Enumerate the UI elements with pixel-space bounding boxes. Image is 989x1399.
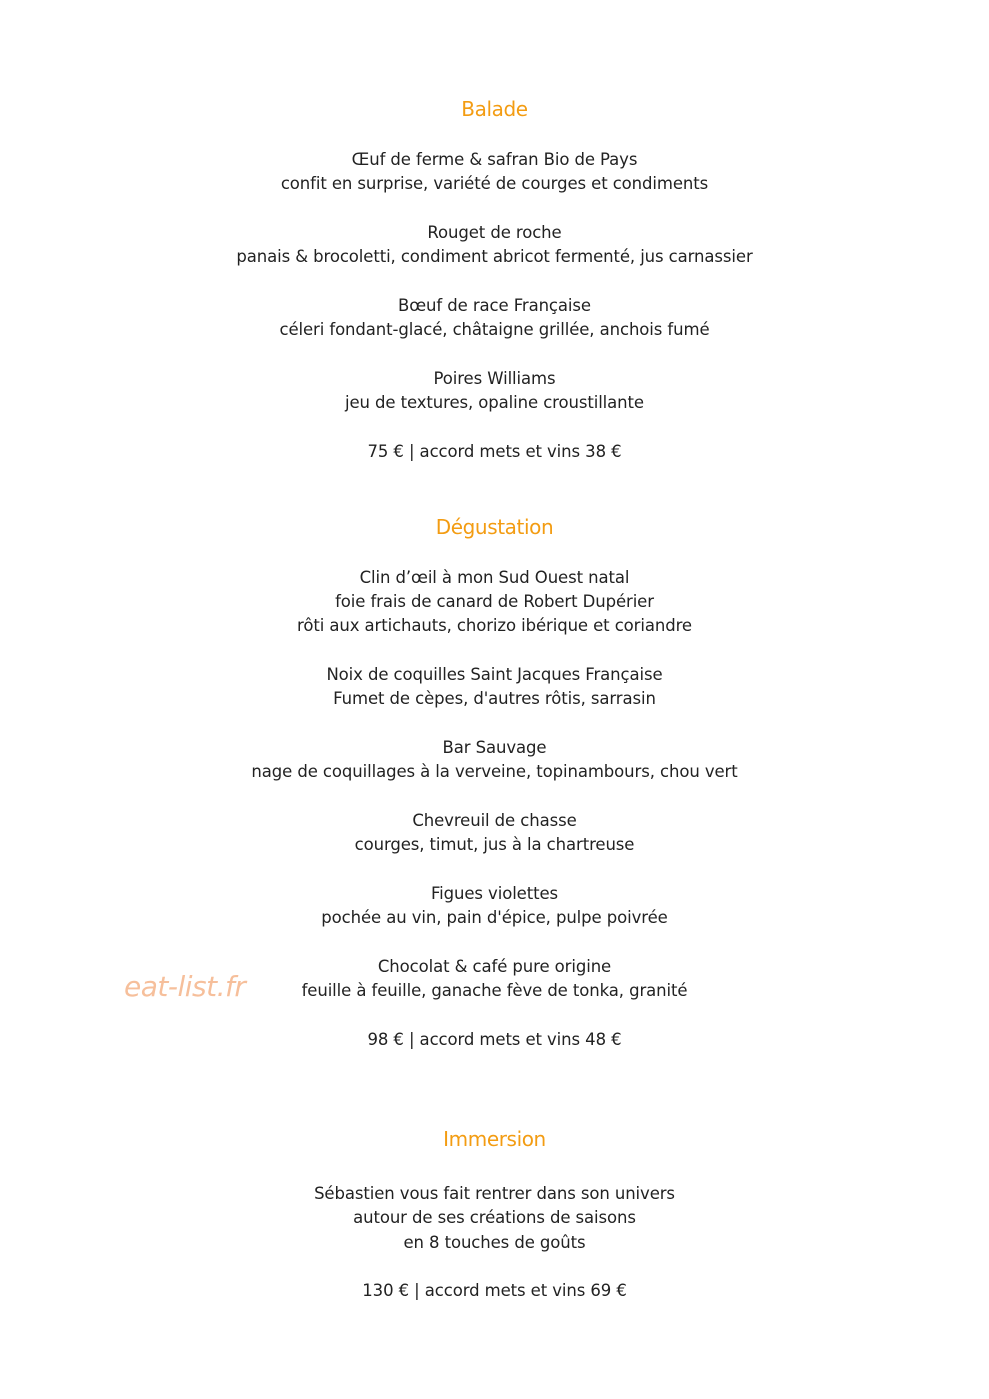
- dish-description: céleri fondant-glacé, châtaigne grillée, anchois fumé: [279, 320, 710, 339]
- menu-price-degustation: 98 € | accord mets et vins 48 €: [367, 1030, 622, 1049]
- watermark-text: eat-list.fr: [124, 970, 246, 1003]
- dish-description: rôti aux artichauts, chorizo ibérique et coriandre: [297, 616, 692, 635]
- dish-name: Figues violettes: [430, 884, 559, 903]
- dish-description: panais & brocoletti, condiment abricot fermenté, jus carnassier: [236, 247, 753, 266]
- section-title-balade: Balade: [461, 97, 528, 121]
- dish-name: Bœuf de race Française: [398, 296, 591, 315]
- immersion-description: en 8 touches de goûts: [403, 1233, 586, 1252]
- dish-description: jeu de textures, opaline croustillante: [345, 393, 644, 412]
- dish-description: nage de coquillages à la verveine, topinambours, chou vert: [251, 762, 738, 781]
- dish-name: Noix de coquilles Saint Jacques Française: [326, 665, 663, 684]
- dish-description: foie frais de canard de Robert Dupérier: [335, 592, 654, 611]
- dish-description: Fumet de cèpes, d'autres rôtis, sarrasin: [333, 689, 656, 708]
- dish-name: Clin d’œil à mon Sud Ouest natal: [359, 568, 630, 587]
- dish-name: Chevreuil de chasse: [412, 811, 577, 830]
- section-title-immersion: Immersion: [443, 1127, 546, 1151]
- dish-description: pochée au vin, pain d'épice, pulpe poivrée: [321, 908, 668, 927]
- dish-description: feuille à feuille, ganache fève de tonka, granité: [301, 981, 688, 1000]
- dish-name: Bar Sauvage: [442, 738, 547, 757]
- section-title-degustation: Dégustation: [435, 515, 554, 539]
- immersion-description: autour de ses créations de saisons: [353, 1208, 636, 1227]
- dish-name: Rouget de roche: [427, 223, 562, 242]
- immersion-description: Sébastien vous fait rentrer dans son univers: [314, 1184, 675, 1203]
- dish-description: courges, timut, jus à la chartreuse: [354, 835, 635, 854]
- dish-description: confit en surprise, variété de courges et condiments: [280, 174, 709, 193]
- dish-name: Œuf de ferme & safran Bio de Pays: [351, 150, 638, 169]
- menu-price-immersion: 130 € | accord mets et vins 69 €: [362, 1281, 627, 1300]
- dish-name: Chocolat & café pure origine: [377, 957, 612, 976]
- menu-price-balade: 75 € | accord mets et vins 38 €: [367, 442, 622, 461]
- dish-name: Poires Williams: [433, 369, 556, 388]
